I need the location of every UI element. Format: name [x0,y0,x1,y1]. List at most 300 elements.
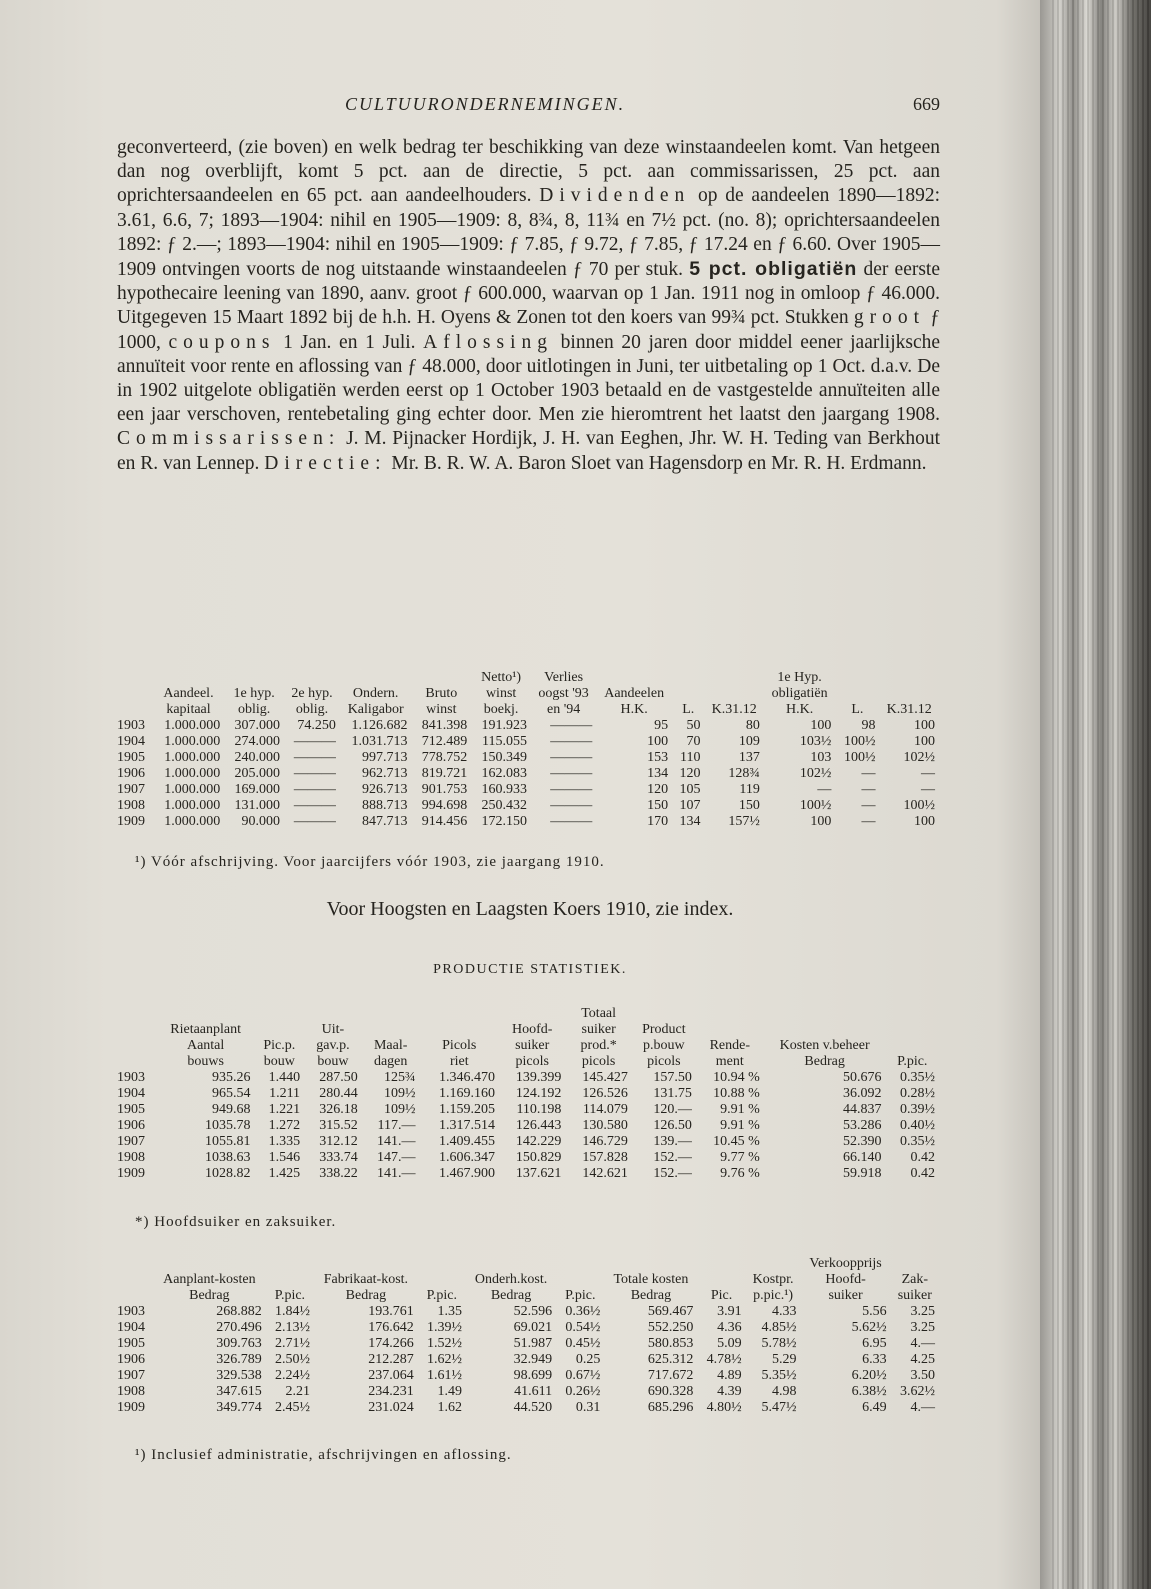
column-header [418,1272,466,1288]
table-cell: 50.676 [843,1070,882,1085]
table-row [117,1320,939,1336]
column-header: Kostpr. [752,1272,794,1287]
table-cell: 0.54½ [565,1320,601,1335]
table-cell: 5.78½ [761,1336,797,1351]
table-cell: 4.— [910,1400,935,1415]
table-cell: ——— [550,798,593,813]
table-cell: 847.713 [361,814,408,829]
table-cell: ——— [550,814,593,829]
table-cell: 134 [679,814,701,829]
table-cell: 141.— [377,1166,416,1181]
table-row [117,718,939,734]
column-header [672,686,704,702]
table-cell: 4.98 [772,1384,797,1399]
table-cell: 1.49 [437,1384,462,1399]
table-cell: 1.126.682 [351,718,408,733]
table-cell: 580.853 [647,1336,694,1351]
column-header [556,1272,604,1288]
table-cell: 103 [810,750,832,765]
column-header: Zak- [901,1272,929,1287]
table-cell: 270.496 [216,1320,262,1335]
table-cell: 1.62 [437,1400,462,1415]
table-cell: 10.94 % [713,1070,760,1085]
table-cell: 120.— [653,1102,692,1117]
header-row [117,1272,939,1288]
column-header: Uit- [321,1022,345,1037]
table-cell: 52.390 [843,1134,882,1149]
table-cell: 10.88 % [713,1086,760,1101]
column-header [117,1006,157,1022]
column-header [696,1022,764,1038]
year-cell: 1907 [117,1368,145,1383]
table-cell: 3.91 [717,1304,742,1319]
table-cell: 1035.78 [205,1118,251,1133]
table-cell: 274.000 [234,734,281,749]
column-header: L. [851,702,864,717]
page-edges [1052,0,1151,1589]
table-cell: 6.33 [862,1352,887,1367]
column-header: P.pic. [897,1054,928,1069]
table-row [117,1086,939,1102]
column-header [117,1272,153,1288]
table-cell: 170 [647,814,669,829]
table-cell: 103½ [799,734,832,749]
table-cell: — [861,766,876,781]
header-row [117,702,939,718]
table-cell: 102½ [799,766,832,781]
table-cell: 157.828 [582,1150,628,1165]
table-cell: 1028.82 [205,1166,251,1181]
column-header [891,1256,939,1272]
table-cell: 4.39 [717,1384,742,1399]
table-cell: 1.39½ [426,1320,462,1335]
table-cell: 124.192 [515,1086,562,1101]
table-cell: 139.— [653,1134,692,1149]
column-header [764,1006,886,1022]
column-header [556,1256,604,1272]
table-cell: 1.606.347 [439,1150,495,1165]
table-cell: ——— [293,798,336,813]
year-cell: 1909 [117,814,145,829]
header-row [117,1038,939,1054]
table-cell: 169.000 [234,782,281,797]
table-cell: 174.266 [368,1336,414,1351]
table-cell: 95 [654,718,669,733]
table-cell: 212.287 [368,1352,414,1367]
table-cell: 109½ [384,1086,416,1101]
year-cell: 1908 [117,1150,145,1165]
header-row [117,686,939,702]
column-header [266,1256,314,1272]
table-cell: 126.526 [582,1086,628,1101]
column-header: Verkoopprijs [809,1256,882,1271]
table-cell: 193.761 [368,1304,414,1319]
table-cell: 307.000 [234,718,281,733]
column-header [153,1256,266,1272]
table-cell: 1.84½ [275,1304,311,1319]
column-header: suiker [828,1288,863,1303]
table-cell: 98 [861,718,876,733]
column-header: K.31.12 [886,702,932,717]
year-cell: 1904 [117,1086,145,1101]
column-header: ment [715,1054,744,1069]
table-cell: 100½ [843,734,876,749]
table-cell: 3.50 [910,1368,935,1383]
column-header: Verlies [544,670,584,685]
column-header: Rende- [709,1038,751,1053]
table-cell: 0.31 [575,1400,601,1415]
column-header [420,1022,499,1038]
table-cell: 0.35½ [900,1134,935,1149]
column-header [224,670,284,686]
column-header [596,670,672,686]
column-header: winst [485,686,517,701]
column-header: Kaligabor [347,702,404,717]
column-header [255,1006,305,1022]
table-cell: 152.— [653,1150,692,1165]
table-cell: 690.328 [647,1384,694,1399]
table-cell: 41.611 [514,1384,553,1399]
table-cell: 6.38½ [851,1384,887,1399]
table-cell: 3.25 [910,1304,935,1319]
koers-reference: Voor Hoogsten en Laagsten Koers 1910, zie index. [326,898,734,920]
table-cell: 1.159.205 [439,1102,495,1117]
column-header: riet [449,1054,469,1069]
table-row [117,1166,939,1182]
column-header: Aanplant-kosten [163,1272,256,1287]
table-row [117,1400,939,1416]
table-cell: 150 [738,798,760,813]
table-cell: 1.211 [269,1086,301,1101]
table-cell: 80 [745,718,760,733]
column-header [255,1022,305,1038]
table-cell: 59.918 [843,1166,882,1181]
column-header [879,686,939,702]
column-header: picols [515,1054,549,1069]
column-header: boekj. [483,702,519,717]
table-cell: 685.296 [647,1400,694,1415]
table-cell: 128¾ [728,766,760,781]
column-header [157,1006,255,1022]
table-cell: — [861,798,876,813]
year-cell: 1903 [117,1304,145,1319]
table-cell: 2.50½ [275,1352,311,1367]
column-header: H.K. [785,702,814,717]
table-row [117,1150,939,1166]
commissarissen-label: Commissarissen: [117,428,341,450]
table-cell: 1.272 [268,1118,301,1133]
table-cell: 131.000 [234,798,281,813]
column-header [704,686,763,702]
table-cell: 1.000.000 [164,766,221,781]
table-cell: 139.399 [515,1070,562,1085]
column-header [314,1256,418,1272]
table-cell: 114.079 [582,1102,628,1117]
column-header: P.pic. [565,1288,596,1303]
table-cell: 1.000.000 [164,782,221,797]
table-cell: 9.91 % [720,1118,760,1133]
table-cell: 965.54 [212,1086,251,1101]
column-header: L. [682,702,695,717]
table-cell: 0.40½ [900,1118,935,1133]
table-cell: 1.000.000 [164,798,221,813]
column-header [117,1256,153,1272]
table-row [117,1384,939,1400]
table-cell: 125¾ [384,1070,416,1085]
table-cell: 901.753 [421,782,468,797]
table-cell: 552.250 [647,1320,694,1335]
table-cell: 280.44 [319,1086,358,1101]
table-cell: 100 [914,718,935,733]
table-cell: 0.25 [575,1352,601,1367]
table-cell: 349.774 [216,1400,262,1415]
column-header: Onderh.kost. [474,1272,548,1287]
header-row [117,1256,939,1272]
table-cell: 914.456 [421,814,468,829]
table-cell: ——— [550,782,593,797]
commissarissen-text: J. M. Pijnacker Hordijk, J. H. van Eeghen, Jhr. W. H. Teding van Berkhout en R. van Lennep. [117,428,941,474]
table-cell: 0.42 [910,1150,935,1165]
year-cell: 1908 [117,1384,145,1399]
table-cell: 962.713 [361,766,408,781]
intro-text: geconverteerd, (zie boven) en welk bedrag ter beschikking van deze winstaandeelen komt. Van hetgeen dan nog overblijft, komt 5 pct. aan de directie, 5 pct. aan commissarissen, 25 pct. aan oprichtersaandeelen en 65 pct. aan aandeelhouders. [117,137,940,207]
table-row [117,1070,939,1086]
table-cell: 326.789 [216,1352,262,1367]
aflossing-label: Aflossing [423,331,554,353]
table-cell: ——— [550,734,593,749]
table-cell: 157½ [728,814,760,829]
table-cell: 1.52½ [426,1336,462,1351]
table-cell: 100½ [903,798,935,813]
column-header: Bedrag [189,1288,230,1303]
table-cell: 1.35 [437,1304,462,1319]
table-cell: 0.35½ [900,1070,935,1085]
column-header [672,670,704,686]
directie-label: Directie: [264,452,387,474]
table-cell: 1.169.160 [439,1086,495,1101]
table-cell: 134 [647,766,669,781]
table-cell: 2.13½ [275,1320,311,1335]
table-cell: 105 [679,782,701,797]
production-table [117,1006,939,1182]
column-header [697,1256,745,1272]
table-cell: 100 [810,814,832,829]
column-header [117,702,153,718]
table-cell: 326.18 [319,1102,358,1117]
table-cell: 44.520 [513,1400,553,1415]
financial-table [117,670,939,830]
column-header [284,670,340,686]
table-cell: 240.000 [234,750,281,765]
table-cell: 926.713 [361,782,408,797]
table-cell: 119 [739,782,760,797]
column-header: P.pic. [274,1288,306,1303]
column-header [418,1256,466,1272]
table-row [117,1336,939,1352]
column-header: Product [642,1022,686,1037]
table-cell: 66.140 [843,1150,882,1165]
table-cell: 2.45½ [275,1400,311,1415]
column-header: H.K. [620,702,648,717]
table-cell: 333.74 [319,1150,358,1165]
table-cell: — [921,766,935,781]
table-cell: 268.882 [216,1304,262,1319]
table-cell: 176.642 [368,1320,414,1335]
column-header [604,1256,697,1272]
column-header [886,1006,940,1022]
column-header [746,1256,801,1272]
column-header [696,1006,764,1022]
table-cell: ——— [550,766,593,781]
column-header [886,1022,940,1038]
table-cell: 6.20½ [851,1368,887,1383]
table-cell: 935.26 [212,1070,251,1085]
table-cell: 74.250 [297,718,336,733]
column-header: picols [647,1054,681,1069]
obligatien-text: der eerste hypothecaire leening van 1890, aanv. groot ƒ 600.000, waarvan op 1 Jan. 1911 nog in omloop ƒ 46.000. Uitgegeven 15 Maart 1892 bij de h.h. H. Oyens & Zonen tot den koers van 99¾ pct. Stukken [117,259,941,329]
column-header: bouw [263,1054,295,1069]
column-header: Totaal [581,1006,617,1021]
column-header: suiker [897,1288,932,1303]
column-header: Picols [442,1038,477,1053]
table-cell: 172.150 [481,814,527,829]
year-cell: 1905 [117,1336,145,1351]
header-row [117,1022,939,1038]
column-header: 1e Hyp. [777,670,822,685]
table-cell: 4.36 [717,1320,742,1335]
year-cell: 1909 [117,1400,145,1415]
table-cell: 1.61½ [426,1368,462,1383]
table-cell: 142.621 [582,1166,628,1181]
table-cell: 160.933 [481,782,527,797]
column-header [117,686,153,702]
table-row [117,734,939,750]
table-cell: 5.62½ [851,1320,887,1335]
table-row [117,798,939,814]
header-row [117,1054,939,1070]
header-row [117,1288,939,1304]
column-header: Bedrag [630,1288,672,1303]
table-cell: 234.231 [368,1384,414,1399]
table-cell: 994.698 [421,798,468,813]
column-header [697,1272,745,1288]
table-cell: 287.50 [319,1070,358,1085]
table-cell: 152.— [653,1166,692,1181]
year-cell: 1908 [117,798,145,813]
company-description [117,136,940,476]
year-cell: 1906 [117,766,145,781]
table-cell: 5.35½ [761,1368,797,1383]
table-cell: — [817,782,832,797]
table-cell: 107 [679,798,701,813]
column-header [362,1006,420,1022]
dividenden-label: Dividenden [539,185,691,207]
column-header [117,670,153,686]
table-cell: 142.229 [515,1134,562,1149]
table-cell: 109½ [384,1102,416,1117]
table-cell: 0.28½ [900,1086,935,1101]
table-row [117,1134,939,1150]
table-cell: 1.000.000 [164,750,221,765]
table-cell: 36.092 [843,1086,882,1101]
table-cell: 717.672 [647,1368,694,1383]
table-cell: 50 [686,718,701,733]
table-cell: 145.427 [582,1070,628,1085]
table-cell: 150 [647,798,669,813]
table-cell: 0.67½ [565,1368,601,1383]
column-header [362,1022,420,1038]
table-cell: 53.286 [843,1118,882,1133]
table-cell: 98.699 [513,1368,553,1383]
table-cell: 115.055 [482,734,527,749]
table-cell: 150.349 [481,750,527,765]
column-header: Maal- [373,1038,408,1053]
page-number: 669 [913,94,940,114]
column-header: K.31.12 [711,702,757,717]
table-cell: 137 [738,750,760,765]
table-cell: 150.829 [515,1150,562,1165]
column-header [304,1006,362,1022]
table-cell: 3.25 [910,1320,935,1335]
column-header: obligatiën [771,686,828,701]
table-cell: 841.398 [421,718,468,733]
table-row [117,766,939,782]
table-cell: 997.713 [361,750,408,765]
table-cell: 569.467 [647,1304,694,1319]
table-cell: 4.25 [910,1352,935,1367]
table-row [117,1118,939,1134]
column-header: bouws [187,1054,224,1069]
column-header [835,686,879,702]
table-cell: 3.62½ [900,1384,935,1399]
dividenden-text: op de aandeelen 1890—1892: 3.61, 6.6, 7; 1893—1904: nihil en 1905—1909: 8, 8¾, 8, 11¾ en 7½ pct. (no. 8); oprichtersaandeelen 1892: ƒ 2.—; 1893—1904: nihil en 1905—1909: ƒ 7.85, ƒ 9.72, ƒ 7.85, ƒ 17.24 en ƒ 6.60. Over 1905—1909 ontvingen voorts de nog uitstaande winstaandeelen ƒ 70 per stuk. [117,185,941,281]
table-cell: 100 [914,734,935,749]
table-cell: 778.752 [421,750,468,765]
column-header: suiker [515,1038,550,1053]
coupons-label: coupons [168,331,276,353]
table-cell: — [921,782,935,797]
table-cell: 1055.81 [205,1134,251,1149]
table-cell: 0.42 [910,1166,935,1181]
table-cell: 70 [686,734,701,749]
table-cell: ——— [550,718,593,733]
table-cell: 1.000.000 [164,718,221,733]
table-cell: 1.346.470 [439,1070,495,1085]
table-cell: 312.12 [319,1134,358,1149]
table-cell: 162.083 [481,766,527,781]
table-cell: ——— [293,814,336,829]
table-cell: 347.615 [216,1384,262,1399]
table-cell: 1.62½ [426,1352,462,1367]
table-cell: 0.39½ [900,1102,935,1117]
year-cell: 1906 [117,1118,145,1133]
column-header: kapitaal [166,702,211,717]
column-header: suiker [581,1022,616,1037]
column-header: Aandeelen [604,686,665,701]
column-header: Hoofd- [825,1272,866,1287]
column-header [704,670,763,686]
table-cell: 137.621 [515,1166,562,1181]
column-header [153,670,225,686]
column-header: Fabrikaat-kost. [323,1272,409,1287]
table-cell: 329.538 [216,1368,262,1383]
table-cell: 1.335 [268,1134,301,1149]
column-header: Totale kosten [613,1272,689,1287]
column-header [499,1006,565,1022]
table-cell: 126.50 [653,1118,692,1133]
table-cell: 205.000 [234,766,281,781]
column-header [835,670,879,686]
